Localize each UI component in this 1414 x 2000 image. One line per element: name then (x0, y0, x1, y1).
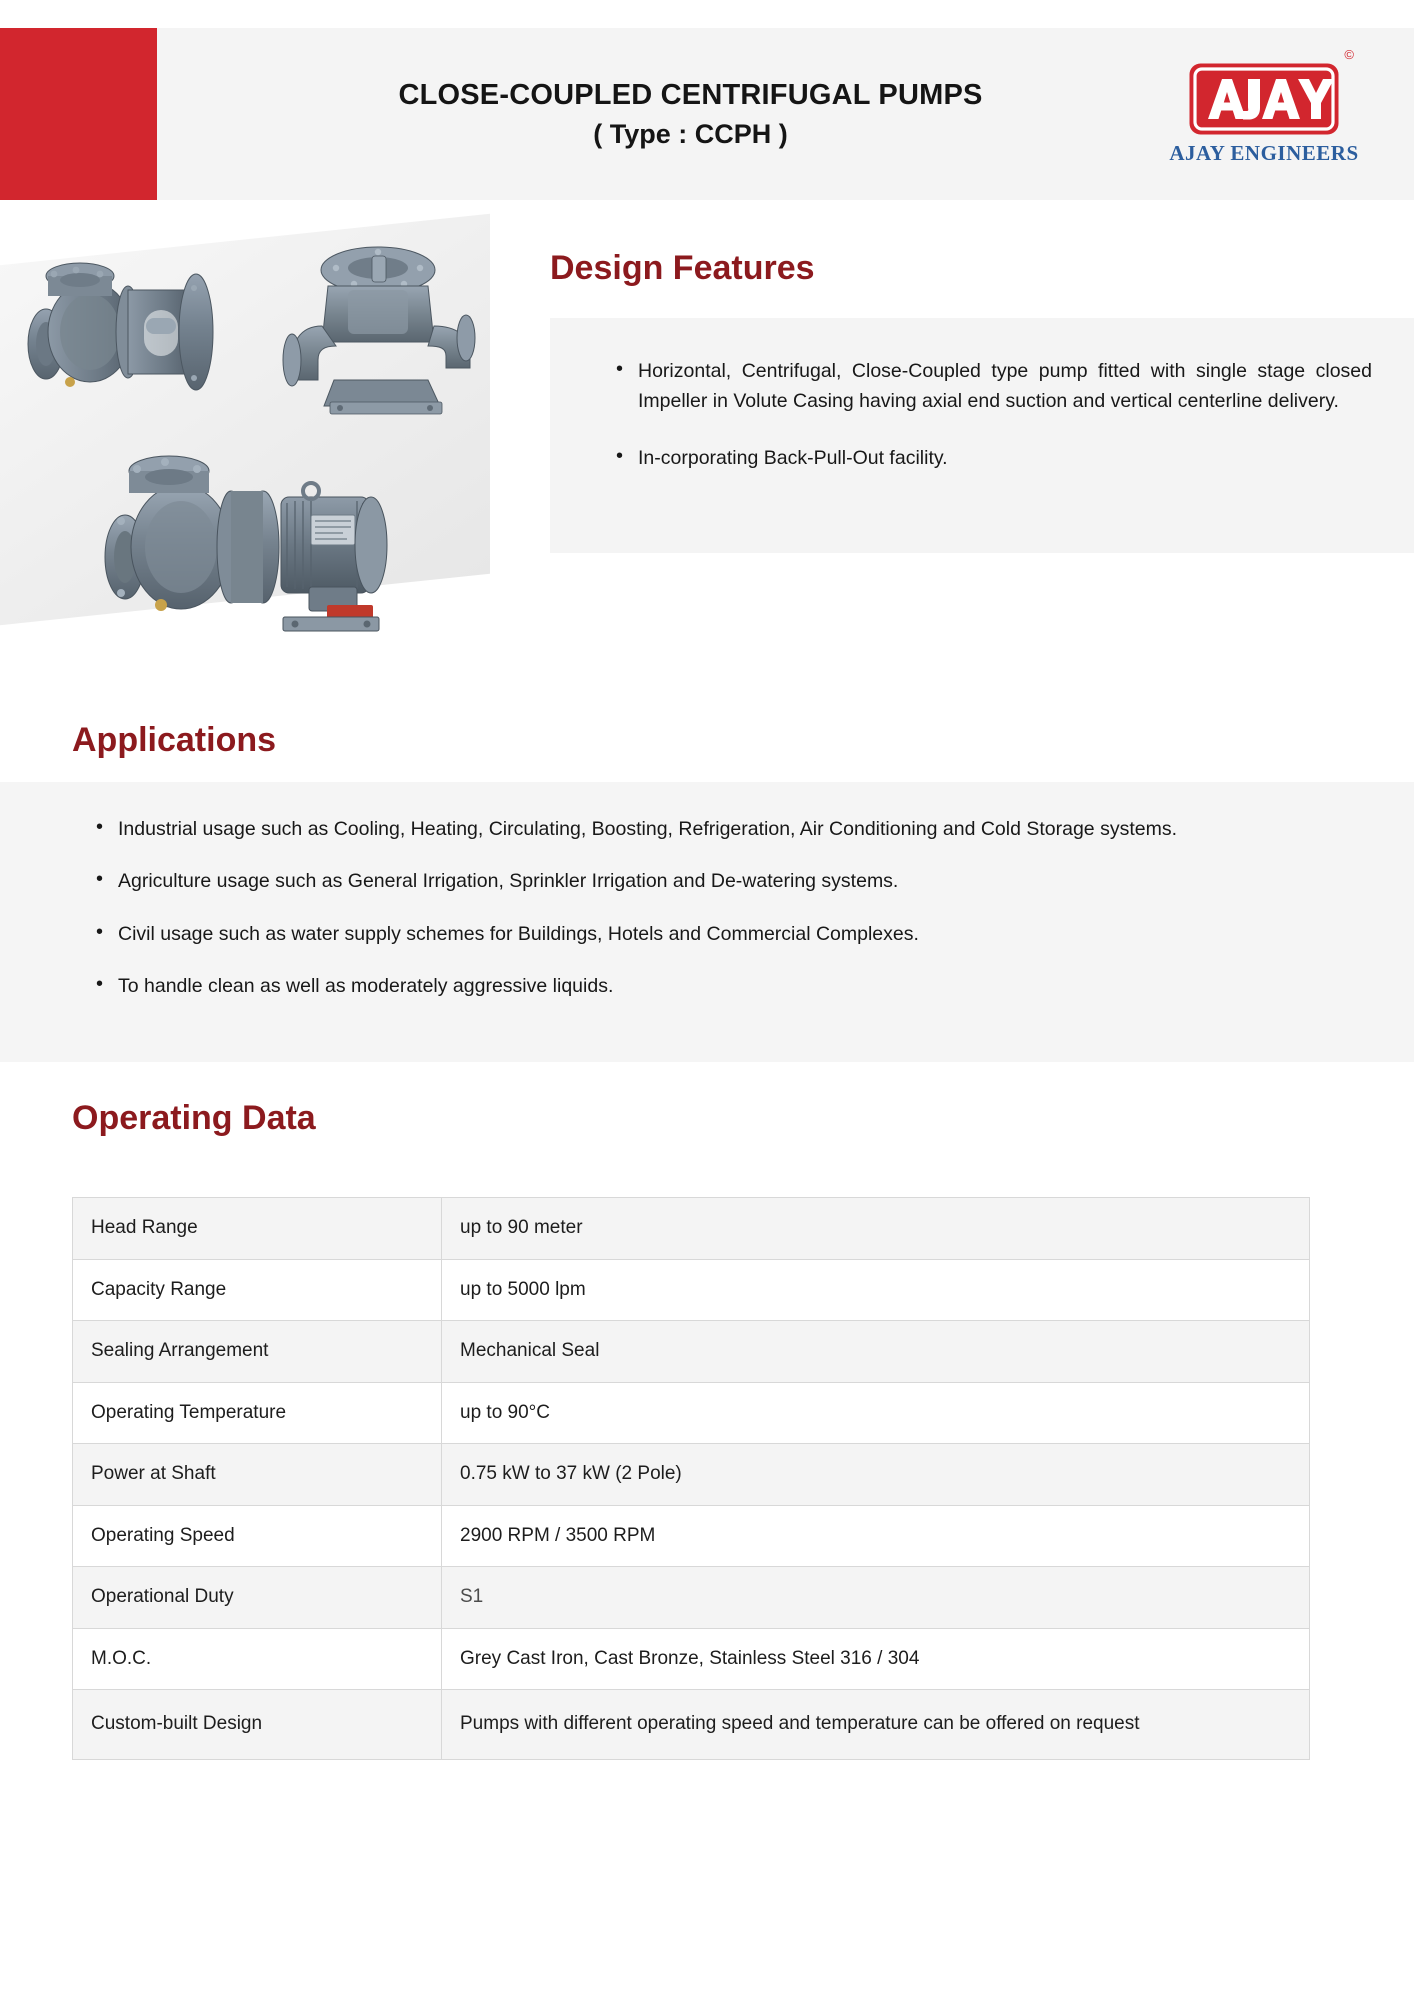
applications-panel (0, 782, 1414, 1062)
operating-data-section (72, 1100, 316, 1137)
applications-section (72, 722, 276, 759)
table-cell-label: M.O.C. (73, 1628, 442, 1690)
applications-heading: Applications (72, 721, 277, 759)
table-cell-label: Operating Speed (73, 1505, 442, 1567)
table-cell-label: Capacity Range (73, 1259, 442, 1321)
applications-list (72, 814, 1324, 1002)
design-features-heading: Design Features (550, 249, 815, 287)
table-cell-value: 2900 RPM / 3500 RPM (442, 1505, 1310, 1567)
list-item: • Agriculture usage such as General Irrigation, Sprinkler Irrigation and De-watering systems. (96, 866, 1324, 896)
copyright-icon: © (1344, 47, 1354, 62)
page-title: CLOSE-COUPLED CENTRIFUGAL PUMPS (398, 78, 983, 111)
operating-data-table (72, 1197, 1310, 1760)
list-item: • Industrial usage such as Cooling, Heating, Circulating, Boosting, Refrigeration, Air Conditioning and Cold Storage systems. (96, 814, 1324, 844)
table-cell-value: Pumps with different operating speed and temperature can be offered on request (442, 1690, 1310, 1760)
table-row (73, 1444, 1310, 1506)
table-row (73, 1628, 1310, 1690)
table-cell-value: up to 5000 lpm (442, 1259, 1310, 1321)
list-item: • In-corporating Back-Pull-Out facility. (616, 443, 1372, 473)
operating-data-heading: Operating Data (72, 1099, 316, 1137)
product-photo (0, 200, 530, 680)
list-item: • To handle clean as well as moderately aggressive liquids. (96, 971, 1324, 1001)
table-row (73, 1690, 1310, 1760)
design-features-section (550, 250, 1378, 287)
table-cell-value: Grey Cast Iron, Cast Bronze, Stainless Steel 316 / 304 (442, 1628, 1310, 1690)
table-cell-label: Power at Shaft (73, 1444, 442, 1506)
table-row (73, 1382, 1310, 1444)
header-accent-block (0, 28, 157, 200)
company-logo (1134, 28, 1414, 200)
list-item: • Horizontal, Centrifugal, Close-Coupled type pump fitted with single stage closed Impeller in Volute Casing having axial end suction and vertical centerline delivery. (616, 356, 1372, 417)
table-row (73, 1505, 1310, 1567)
table-cell-label: Head Range (73, 1198, 442, 1260)
table-row (73, 1567, 1310, 1629)
table-cell-value: S1 (442, 1567, 1310, 1629)
pump-motor-assembly-image (95, 435, 410, 650)
table-cell-label: Custom-built Design (73, 1690, 442, 1760)
header-title-group (157, 28, 1134, 200)
table-row (73, 1321, 1310, 1383)
table-row (73, 1198, 1310, 1260)
table-cell-value: up to 90°C (442, 1382, 1310, 1444)
design-features-panel (550, 318, 1414, 553)
page-subtitle: ( Type : CCPH ) (593, 119, 788, 150)
page-header (0, 28, 1414, 200)
table-cell-label: Operational Duty (73, 1567, 442, 1629)
ajay-logo-icon (1188, 47, 1354, 136)
table-row (73, 1259, 1310, 1321)
list-item: • Civil usage such as water supply schemes for Buildings, Hotels and Commercial Complexes. (96, 919, 1324, 949)
design-features-list (592, 356, 1372, 473)
company-name: AJAY ENGINEERS (1169, 141, 1359, 165)
table-cell-value: up to 90 meter (442, 1198, 1310, 1260)
table-cell-value: 0.75 kW to 37 kW (2 Pole) (442, 1444, 1310, 1506)
table-cell-label: Operating Temperature (73, 1382, 442, 1444)
table-cell-value: Mechanical Seal (442, 1321, 1310, 1383)
pump-volute-casing-image (278, 240, 493, 440)
pump-bare-shaft-image (18, 252, 248, 427)
table-cell-label: Sealing Arrangement (73, 1321, 442, 1383)
